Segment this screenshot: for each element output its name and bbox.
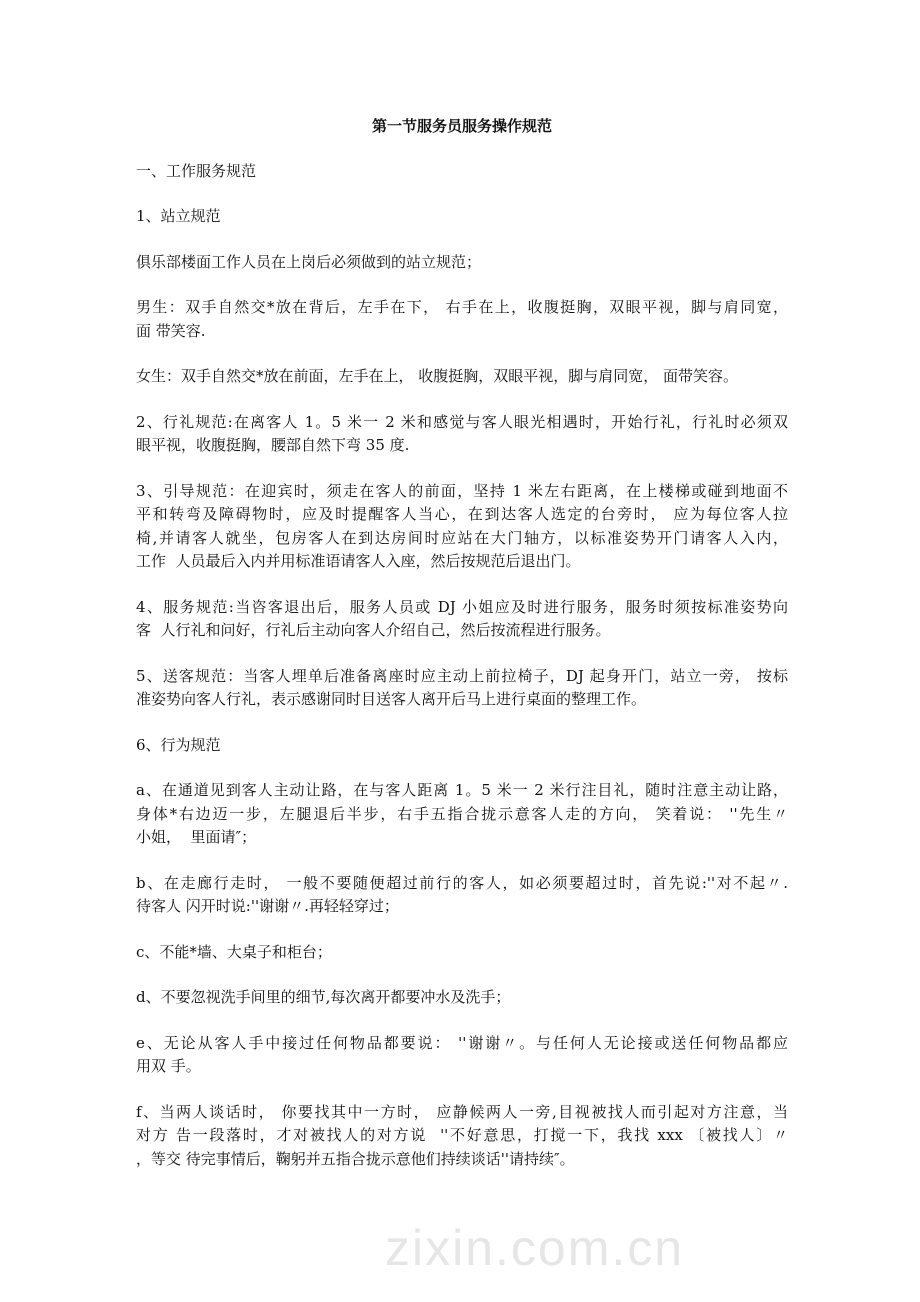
text-line: 待客人 闪开时说:''谢谢〃.再轻轻穿过； — [136, 897, 399, 915]
text-line: 6、行为规范 — [136, 735, 221, 754]
text-line: 面 带笑容. — [136, 321, 206, 340]
text-line: 一、工作服务规范 — [136, 161, 257, 180]
text-line: 3、引导规范：在迎宾时，须走在客人的前面，坚持 1 米左右距离，在上楼梯或碰到地面不 — [136, 481, 788, 500]
text-line: 客 人行礼和问好，行礼后主动向客人介绍自己，然后按流程进行服务。 — [136, 621, 611, 639]
text-line: 椅,并请客人就坐，包房客人在到达房间时应站在大门轴方，以标准姿势开门请客人入内， — [136, 528, 788, 547]
watermark: zixin.com.cn — [385, 1220, 685, 1276]
paragraph — [136, 779, 788, 850]
text-line: a、在通道见到客人主动让路，在与客人距离 1。5 米一 2 米行注目礼，随时注意主动让路， — [136, 781, 788, 799]
paragraph — [136, 1032, 788, 1079]
text-line: 小姐， 里面请″； — [136, 828, 257, 846]
paragraph — [136, 596, 788, 643]
document-body — [136, 160, 788, 1172]
text-line: 1、站立规范 — [136, 207, 221, 225]
text-line: b、在走廊行走时， 一般不要随便超过前行的客人，如必须要超过时，首先说:''对不起〃. — [136, 873, 788, 892]
text-line: 5、送客规范：当客人埋单后准备离座时应主动上前拉椅子，DJ 起身开门，站立一旁， 按标 — [136, 666, 788, 685]
text-line: 4、服务规范:当咨客退出后，服务人员或 DJ 小姐应及时进行服务，服务时须按标准姿势向 — [136, 597, 788, 616]
document-title: 第一节服务员服务操作规范 — [371, 117, 552, 135]
paragraph — [136, 365, 788, 389]
paragraph — [136, 1101, 788, 1172]
paragraph — [136, 941, 788, 965]
paragraph — [136, 160, 788, 184]
paragraph — [136, 251, 788, 275]
paragraph — [136, 872, 788, 919]
text-line: c、不能*墙、大桌子和柜台； — [136, 942, 332, 961]
text-line: ，等交 待完事情后，鞠躬并五指合拢示意他们持续谈话''请持续″。 — [136, 1149, 575, 1168]
paragraph — [136, 480, 788, 574]
document-page — [136, 115, 788, 1193]
text-line: e、无论从客人手中接过任何物品都要说： ''谢谢〃。与任何人无论接或送任何物品都应 — [136, 1033, 788, 1052]
paragraph — [136, 665, 788, 712]
paragraph — [136, 986, 788, 1010]
text-line: 用双 手。 — [136, 1057, 201, 1075]
text-line: 男生：双手自然交*放在背后，左手在下， 右手在上，收腹挺胸，双眼平视，脚与肩同宽， — [136, 298, 788, 316]
paragraph — [136, 205, 788, 229]
paragraph — [136, 296, 788, 343]
text-line: f、当两人谈话时， 你要找其中一方时， 应静候两人一旁,目视被找人而引起对方注意，当 — [136, 1102, 788, 1121]
text-line: 2、行礼规范:在离客人 1。5 米一 2 米和感觉与客人眼光相遇时，开始行礼，行礼时必须双 — [136, 412, 788, 431]
text-line: 平和转弯及障碍物时，应及时提醒客人当心，在到达客人选定的台旁时， 应为每位客人拉 — [136, 505, 788, 523]
text-line: 准姿势向客人行礼，表示感谢同时目送客人离开后马上进行桌面的整理工作。 — [136, 690, 647, 708]
text-line: 女生：双手自然交*放在前面，左手在上， 收腹挺胸，双眼平视，脚与肩同宽， 面带笑容。 — [136, 367, 739, 385]
text-line: 眼平视，收腹挺胸，腰部自然下弯 35 度. — [136, 436, 410, 454]
text-line: d、不要忽视洗手间里的细节,每次离开都要冲水及洗手； — [136, 988, 511, 1006]
paragraph — [136, 411, 788, 458]
paragraph — [136, 734, 788, 758]
text-line: 对方 告一段落时，才对被找人的对方说 ''不好意思，打搅一下，我找 xxx 〔被找人〕〃 — [136, 1126, 788, 1144]
text-line: 工作 人员最后入内并用标准语请客人入座，然后按规范后退出门。 — [136, 552, 581, 570]
text-line: 身体*右边迈一步，左腿退后半步，右手五指合拢示意客人走的方向， 笑着说： ''先生〃 — [136, 804, 788, 823]
text-line: 俱乐部楼面工作人员在上岗后必须做到的站立规范； — [136, 252, 482, 271]
